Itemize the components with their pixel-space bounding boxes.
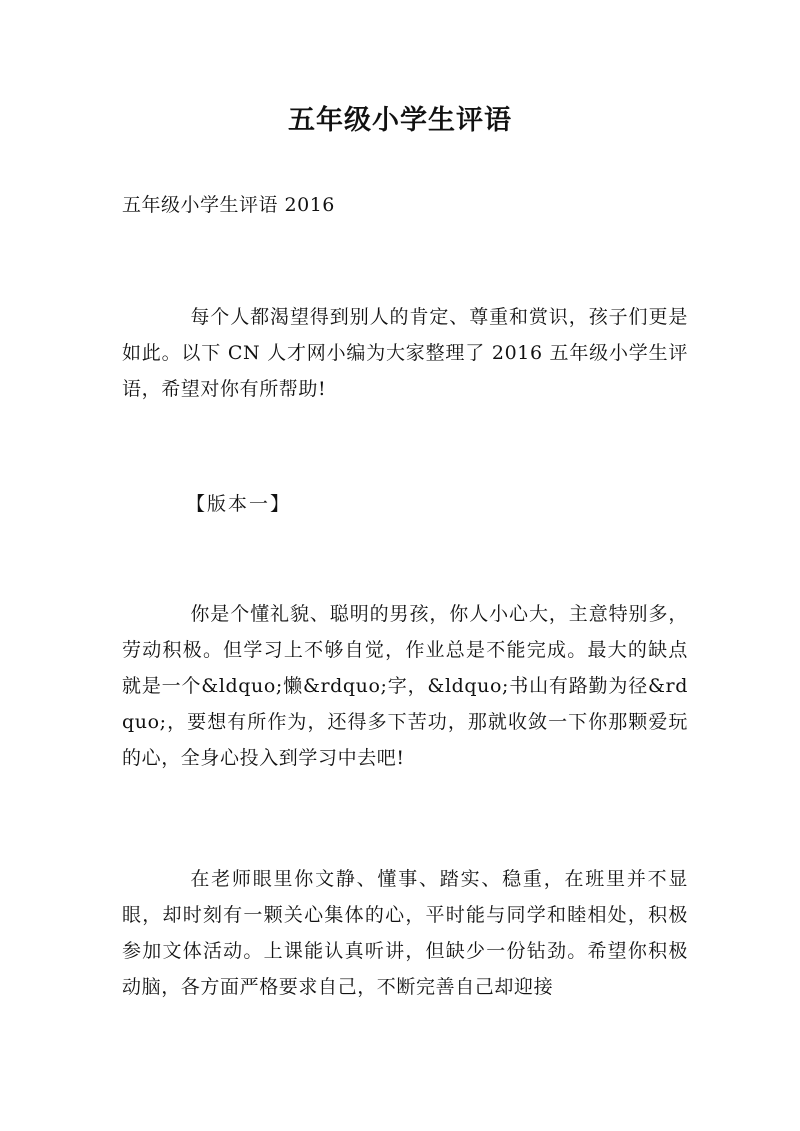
document-subtitle: 五年级小学生评语 2016 [122, 194, 335, 216]
document-title: 五年级小学生评语 [288, 105, 512, 136]
comment-paragraph-1: 你是个懂礼貌、聪明的男孩，你人小心大，主意特别多，劳动积极。但学习上不够自觉，作业总是不能完成。最大的缺点就是一个&ldquo;懒&rdquo;字，&ldquo;书山有路勤为径&rdquo;，要想有所作为，还得多下苦功，那就收敛一下你那颗爱玩的心，全身心投入到学习中去吧! [122, 603, 688, 769]
section-label-version-one: 【版本一】 [186, 493, 292, 515]
intro-paragraph: 每个人都渴望得到别人的肯定、尊重和赏识，孩子们更是如此。以下 CN 人才网小编为大家整理了 2016 五年级小学生评语，希望对你有所帮助! [122, 306, 688, 400]
comment-paragraph-2: 在老师眼里你文静、懂事、踏实、稳重，在班里并不显眼，却时刻有一颗关心集体的心，平时能与同学和睦相处，积极参加文体活动。上课能认真听讲，但缺少一份钻劲。希望你积极动脑，各方面严格要求自己，不断完善自己却迎接 [122, 868, 688, 998]
